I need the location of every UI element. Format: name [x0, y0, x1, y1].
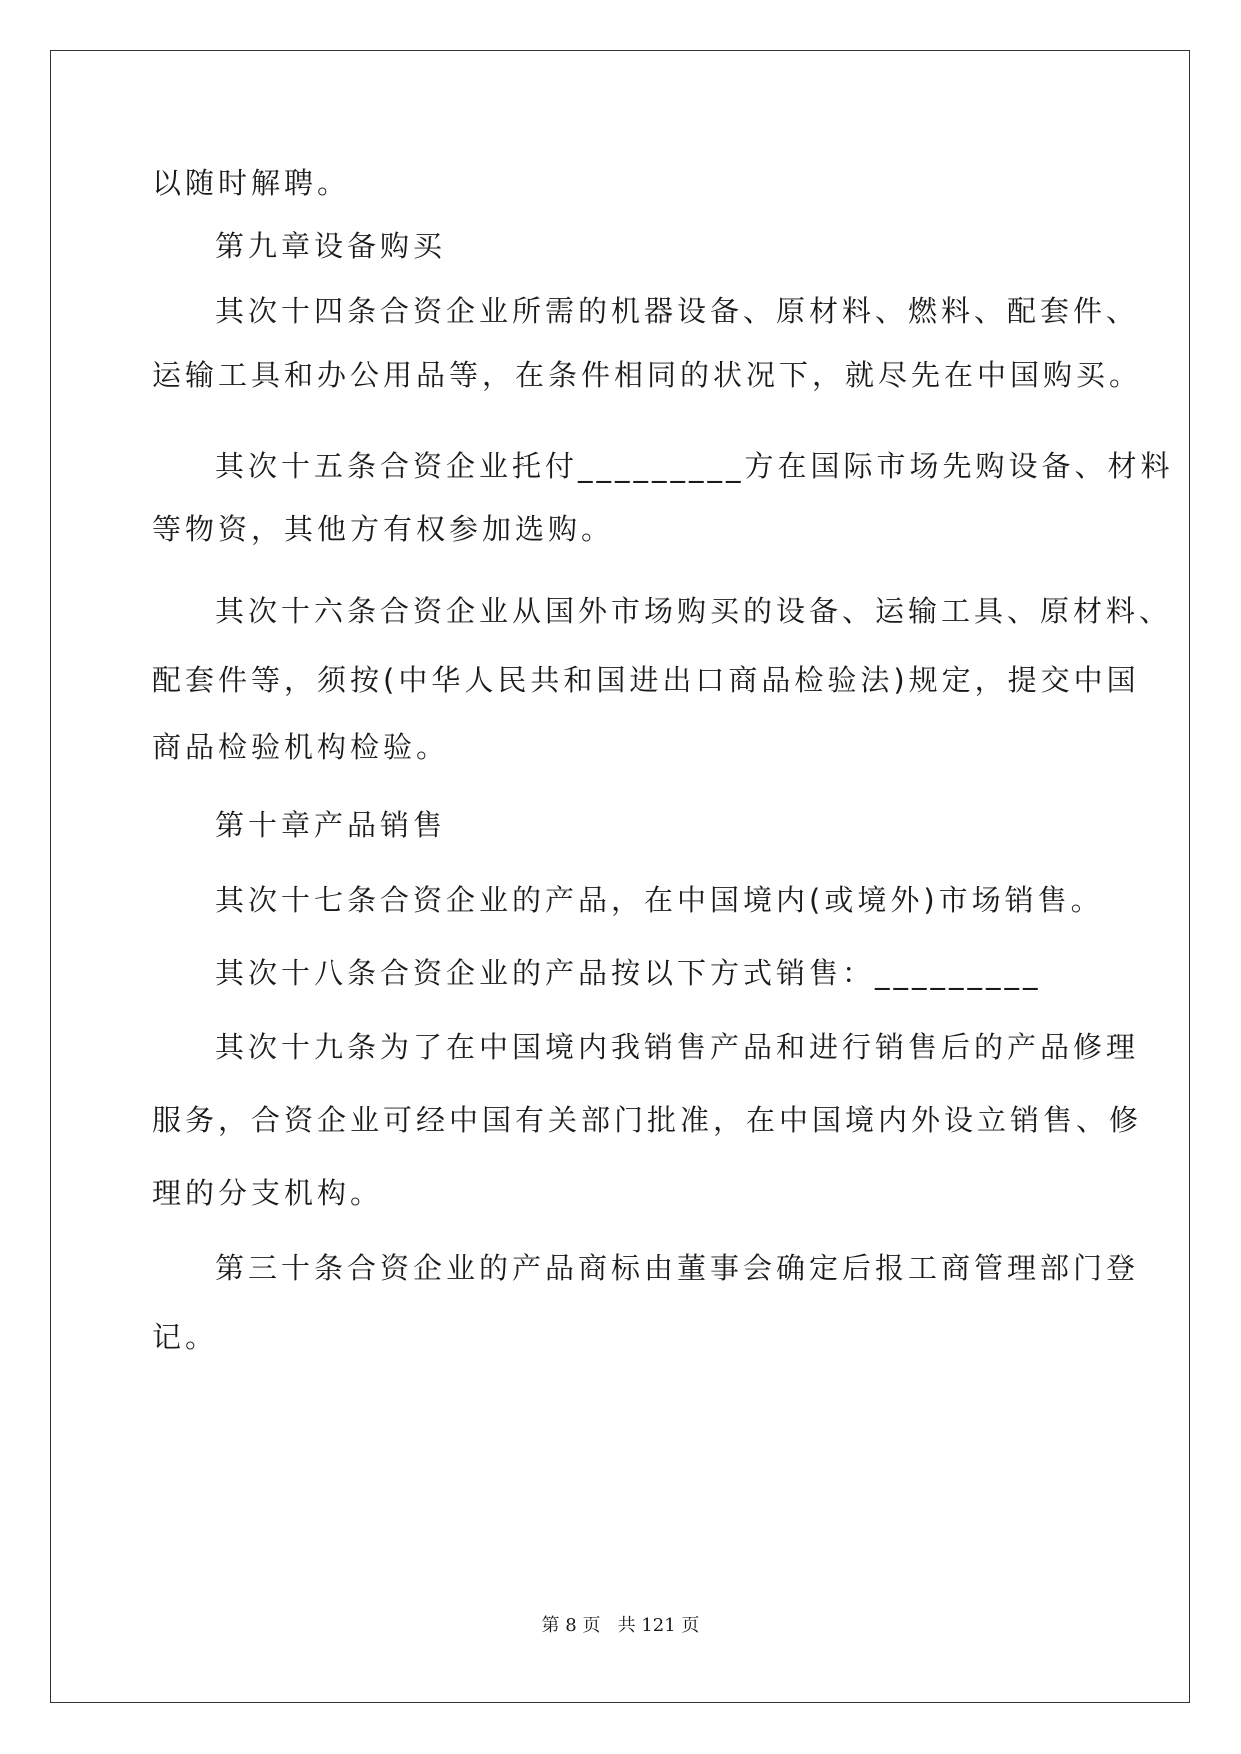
text-line: 记。 [152, 1320, 219, 1354]
text-line: 等物资，其他方有权参加选购。 [152, 512, 615, 546]
text-line: 其次十七条合资企业的产品，在中国境内(或境外)市场销售。 [215, 883, 1104, 917]
page-number: 第 8 页 [541, 1615, 601, 1636]
chapter-heading: 第十章产品销售 [215, 808, 447, 842]
text-line: 其次十八条合资企业的产品按以下方式销售：_________ [215, 956, 1042, 990]
chapter-heading: 第九章设备购买 [215, 229, 447, 263]
text-line: 其次十四条合资企业所需的机器设备、原材料、燃料、配套件、 [215, 294, 1140, 328]
text-line: 以随时解聘。 [152, 166, 351, 200]
text-line: 运输工具和办公用品等，在条件相同的状况下，就尽先在中国购买。 [152, 358, 1143, 392]
page-total: 共 121 页 [617, 1615, 700, 1636]
text-line: 其次十六条合资企业从国外市场购买的设备、运输工具、原材料、 [215, 594, 1173, 628]
text-line: 理的分支机构。 [152, 1176, 384, 1210]
text-line: 服务，合资企业可经中国有关部门批准，在中国境内外设立销售、修 [152, 1103, 1143, 1137]
text-line: 商品检验机构检验。 [152, 730, 450, 764]
page-footer [0, 1611, 1241, 1637]
text-line: 第三十条合资企业的产品商标由董事会确定后报工商管理部门登 [215, 1251, 1140, 1285]
text-line: 其次十五条合资企业托付_________方在国际市场先购设备、材料 [215, 449, 1174, 483]
text-line: 配套件等，须按(中华人民共和国进出口商品检验法)规定，提交中国 [152, 663, 1140, 697]
text-line: 其次十九条为了在中国境内我销售产品和进行销售后的产品修理 [215, 1030, 1140, 1064]
